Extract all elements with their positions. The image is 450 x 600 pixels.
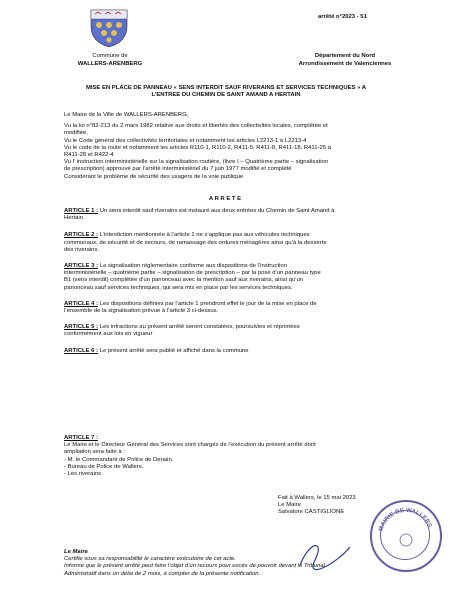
footer-title: Le Maire <box>64 549 88 555</box>
footer-line-1: Certifie sous sa responsabilité le caractère exécutoire de cet acte. <box>64 556 236 563</box>
article-text: B1 (sens interdit) complétée d’un panonceau avec la mention sauf aux riverains, ainsi qu’un <box>64 277 304 284</box>
fait-line: Fait à Wallers, le 15 mai 2023 <box>278 495 356 501</box>
title-line-2: L’ENTREE DU CHEMIN DE SAINT AMAND A HERTAIN <box>151 92 301 99</box>
article-text: interministérielle – quatrième partie – signalisation de prescription – par la pose d’un panneau type <box>64 270 321 277</box>
article-text: des riverains. <box>64 246 100 253</box>
maire-line: Le Maire de la Ville de WALLERS-ARENBERG, <box>64 112 189 118</box>
coat-of-arms-icon <box>87 8 131 48</box>
article-7 <box>64 435 414 478</box>
article-6 <box>64 348 414 355</box>
article-2 <box>64 232 414 254</box>
article-label: ARTICLE 4 : <box>64 300 99 307</box>
article-text: Hertain. <box>64 215 85 222</box>
arrete-number: arrêté n°2023 - 51 <box>318 14 367 20</box>
commune-name: WALLERS-ARENBERG <box>77 61 143 67</box>
article-7-bullet-2: - Bureau de Police de Wallers, <box>64 463 144 470</box>
vu-instruction-line-1: Vu l’ instruction interministérielle sur la signalisation routière, (livre I – Quatrième partie – signalisation <box>64 159 329 166</box>
vu-loi-line-1: Vu la loi n°82-213 du 2 mars 1982 relative aux droits et libertés des collectivités locales, complétée et <box>64 123 328 130</box>
article-text: Le présent arrêté sera publié et affiché dans la commune <box>99 347 249 354</box>
article-4 <box>64 301 414 315</box>
article-7-label: ARTICLE 7 : <box>64 435 99 441</box>
article-text: conformément aux lois en vigueur <box>64 331 153 338</box>
footer-line-2: Informe que le présent arrêté peut faire l’objet d’un recours pour excès de pouvoir devant le Tribunal <box>64 563 325 570</box>
article-3 <box>64 263 414 292</box>
vu-route-line-1: Vu le code de la route et notamment les articles R110-1, R110-2, R411-5, R411-8, R411-18, R411-25 à <box>64 144 331 151</box>
document-title <box>40 85 412 99</box>
vu-route-line-2: R411-28 et R422-4 <box>64 152 114 159</box>
article-1 <box>64 208 414 222</box>
svg-text:MAIRIE DE WALLERS: MAIRIE DE WALLERS <box>378 507 433 533</box>
articles <box>64 208 414 355</box>
article-7-bullet-3: - Les riverains <box>64 471 101 478</box>
signatory-name: Salvatore CASTIGLIONE <box>278 509 345 516</box>
article-7-line-1: Le Maire et le Directeur Général des Services sont chargés de l’exécution du présent arrêté dont <box>64 442 316 449</box>
title-line-1: MISE EN PLACE DE PANNEAU « SENS INTERDIT SAUF RIVERAINS ET SERVICES TECHNIQUES » A <box>85 85 367 91</box>
article-5 <box>64 324 414 338</box>
article-7-bullet-1: - M. le Commandant de Police de Denain. <box>64 456 174 463</box>
article-text: Les dispositions définies par l’article 1 prendront effet le jour de la mise en place de <box>99 300 317 307</box>
article-text: L’interdiction mentionnée à l’article 1 ne s’applique pas aux véhicules techniques <box>99 232 310 239</box>
footer-line-3: Administratif dans un délai de 2 mois, à compter de la présente notification. <box>64 570 261 577</box>
article-text: communaux, de sécurité et de secours, de ramassage des ordures ménagères ainsi qu’à la desserte <box>64 239 327 246</box>
considerant-line: Considérant le problème de sécurité des usagers de la voie publique <box>64 173 244 180</box>
article-7-line-2: ampliation sera faite à : <box>64 449 125 456</box>
article-label: ARTICLE 3 : <box>64 263 99 270</box>
arrete-heading: A R R E T E <box>208 196 242 202</box>
signatory-role: Le Maire <box>278 502 301 509</box>
vu-cgct-line: Vu le Code général des collectivités territoriales et notamment les articles L2213-1 à L2213-4 <box>64 137 307 144</box>
article-label: ARTICLE 6 : <box>64 347 99 354</box>
preamble <box>64 112 414 181</box>
article-label: ARTICLE 1 : <box>64 208 99 214</box>
article-text: La signalisation réglementaire conforme aux dispositions de l’instruction <box>99 263 287 270</box>
article-text: l’ensemble de la signalisation prévue à l’article 3 ci-dessus. <box>64 308 219 315</box>
article-label: ARTICLE 5 : <box>64 324 99 331</box>
article-text: panonceau sauf services techniques, qui sera mis en place par les services techniques. <box>64 284 293 291</box>
department-label: Département du Nord <box>314 53 376 59</box>
article-text: Un sens interdit sauf riverains est instauré aux deux entrées du Chemin de Saint Amand à <box>99 208 335 214</box>
arrondissement-label: Arrondissement de Valenciennes <box>298 61 392 67</box>
footer-notice <box>64 549 424 578</box>
vu-instruction-line-2: de prescription) approuvé par l’arrêté interministériel du 7 juin 1977 modifié et complété <box>64 166 292 173</box>
commune-label: Commune de <box>92 53 128 59</box>
article-label: ARTICLE 2 : <box>64 232 99 239</box>
article-text: Les infractions au présent arrêté seront constatées, poursuivies et réprimées <box>99 324 300 331</box>
vu-loi-line-2: modifiée, <box>64 130 88 137</box>
